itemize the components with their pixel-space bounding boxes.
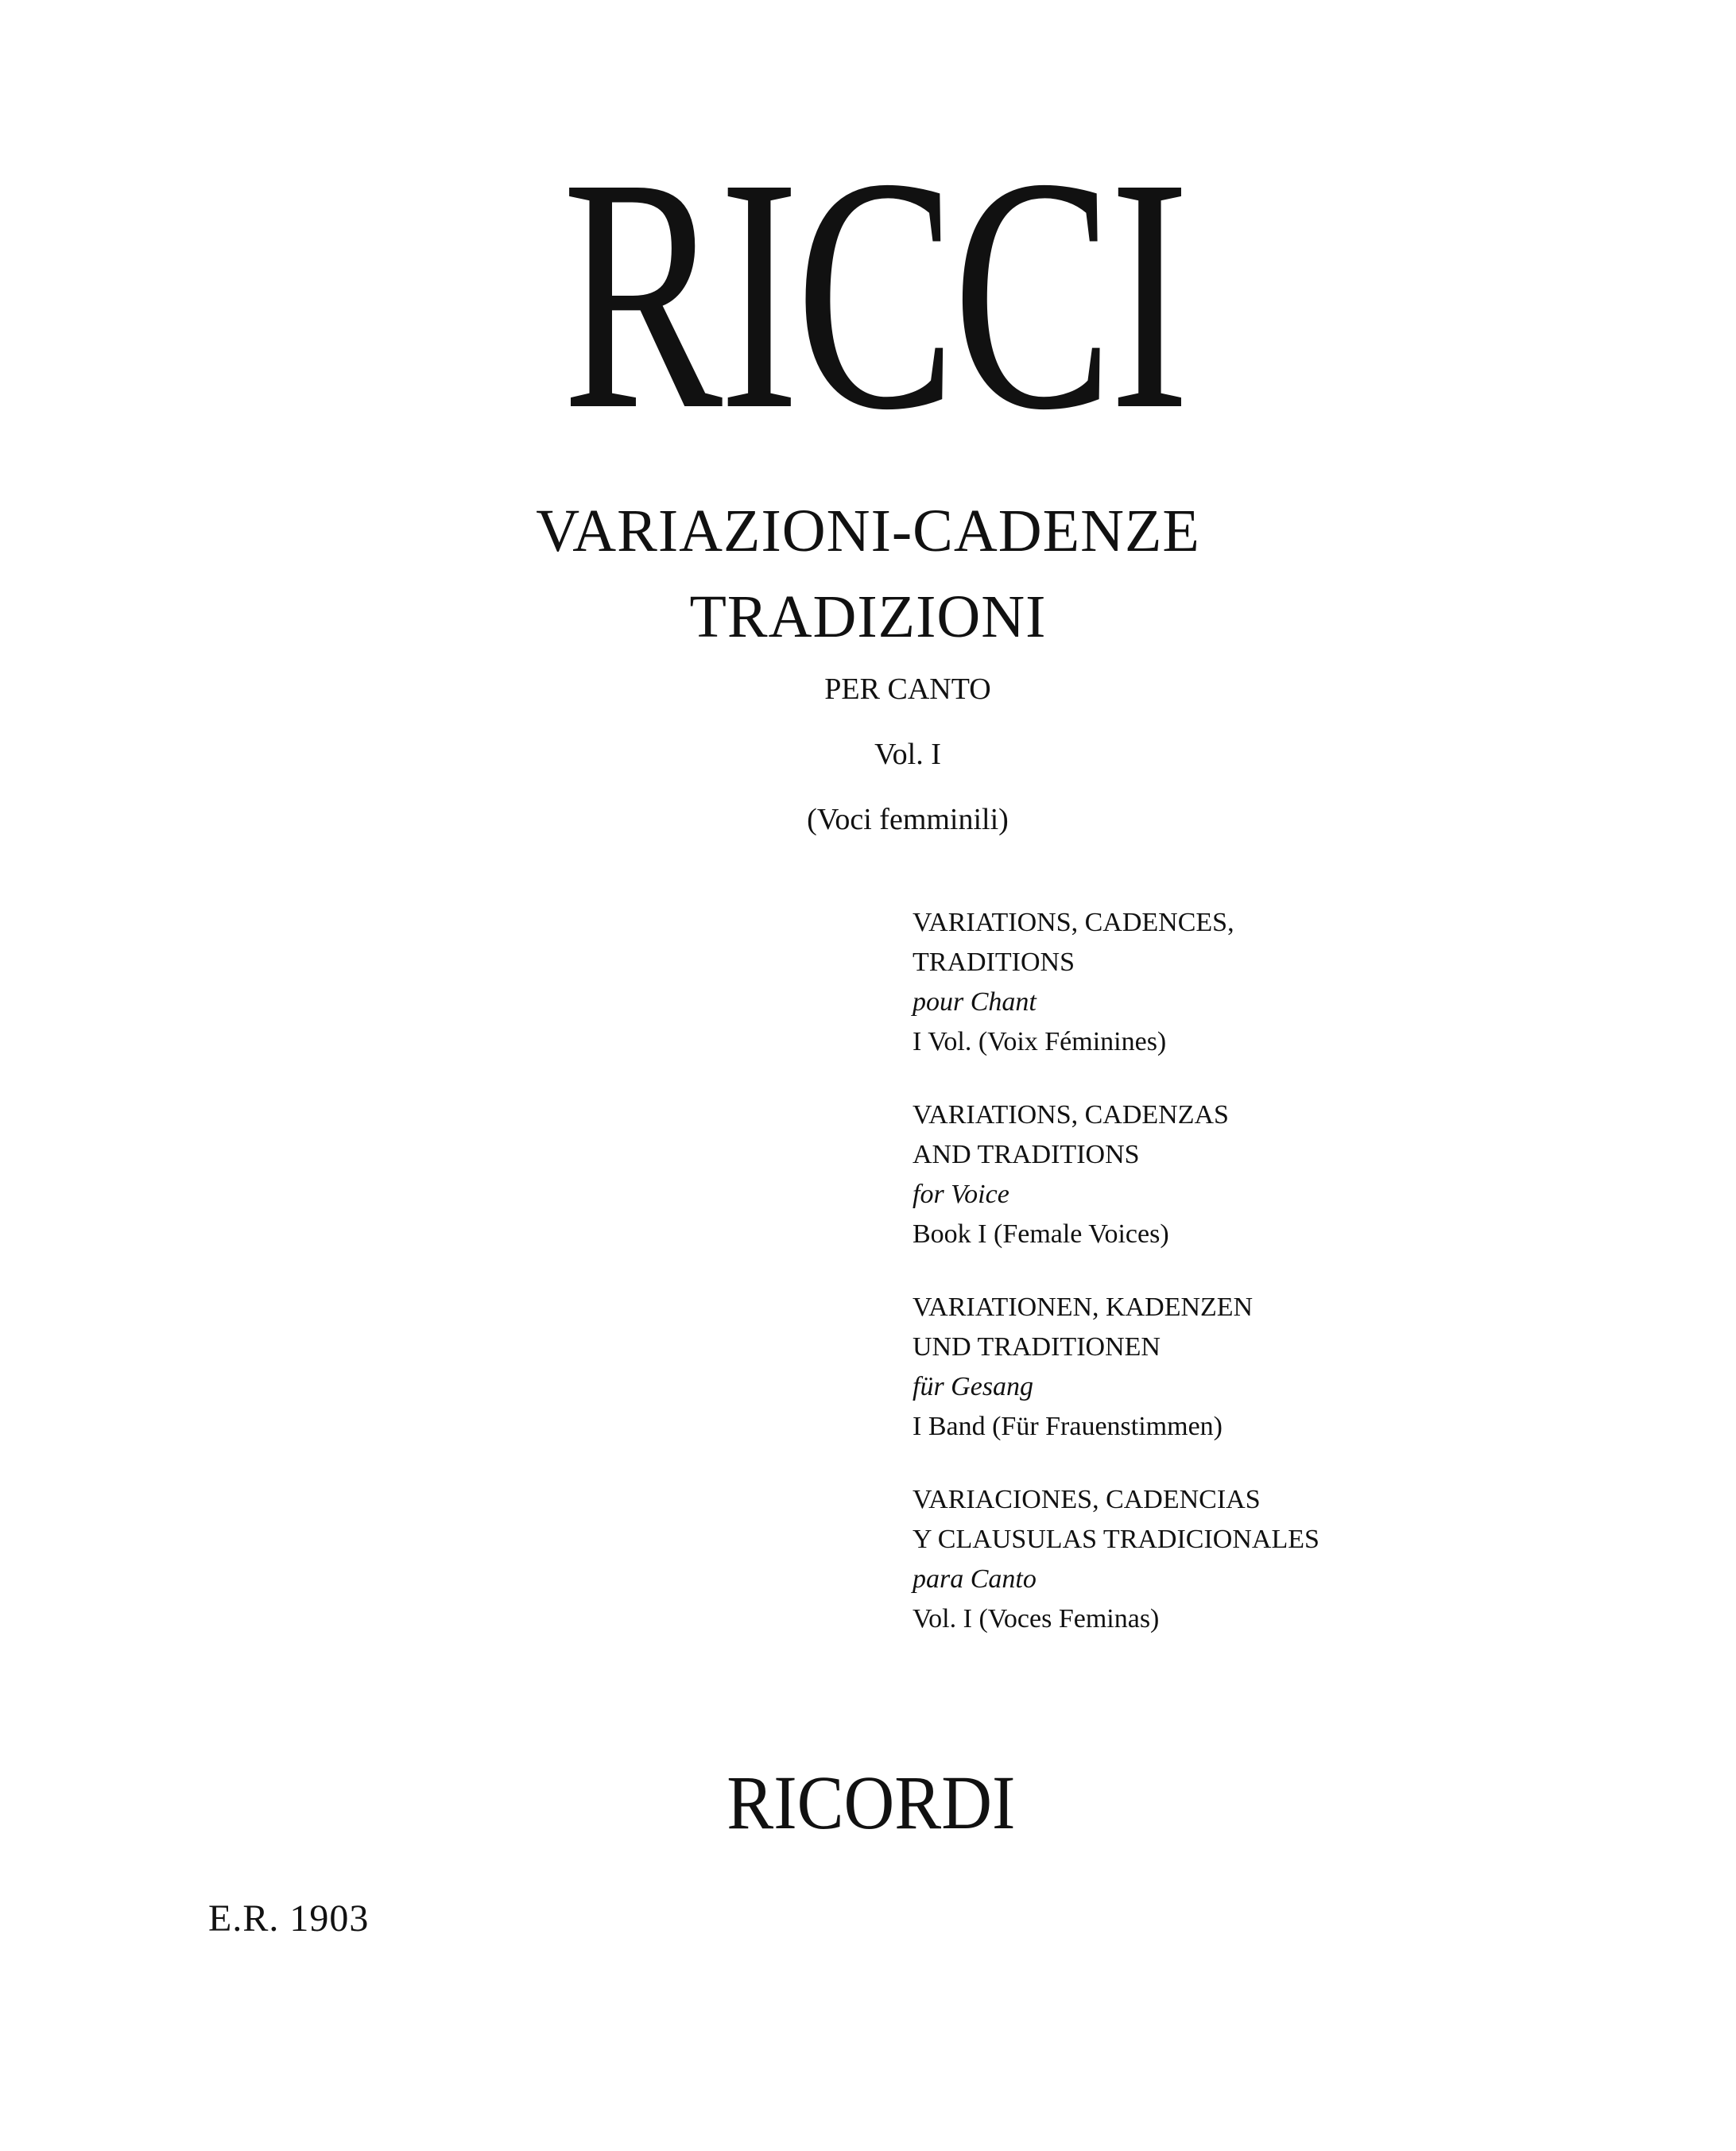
translation-title-2: TRADITIONS (913, 948, 1075, 977)
translation-volume: I Band (Für Frauenstimmen) (913, 1412, 1223, 1441)
translation-title-1: VARIATIONEN, KADENZEN (913, 1293, 1254, 1322)
translation-english (913, 1095, 1707, 1254)
translation-title-2: UND TRADITIONEN (913, 1332, 1161, 1362)
translations-list (913, 903, 1707, 1672)
translation-title-1: VARIATIONS, CADENCES, (913, 908, 1234, 937)
subtitle: PER CANTO (824, 672, 991, 706)
translation-volume: I Vol. (Voix Féminines) (913, 1027, 1167, 1056)
translation-instrument: for Voice (913, 1180, 1009, 1209)
translation-volume: Book I (Female Voices) (913, 1219, 1169, 1249)
composer-name: RICCI (562, 109, 1187, 479)
translation-spanish (913, 1480, 1707, 1639)
translation-title-1: VARIATIONS, CADENZAS (913, 1100, 1229, 1130)
voices-label: (Voci femminili) (807, 803, 1009, 836)
translation-instrument: para Canto (913, 1564, 1037, 1594)
translation-instrument: pour Chant (913, 987, 1037, 1017)
main-title-line-2: TRADIZIONI (689, 583, 1047, 650)
volume-label: Vol. I (874, 738, 941, 771)
translation-german (913, 1288, 1707, 1447)
edition-number: E.R. 1903 (208, 1897, 370, 1940)
translation-title-2: Y CLAUSULAS TRADICIONALES (913, 1525, 1319, 1554)
main-title-line-1: VARIAZIONI-CADENZE (536, 498, 1200, 564)
publisher-name: RICORDI (727, 1760, 1016, 1845)
translation-title-2: AND TRADITIONS (913, 1140, 1140, 1169)
translation-volume: Vol. I (Voces Feminas) (913, 1604, 1160, 1634)
translation-title-1: VARIACIONES, CADENCIAS (913, 1485, 1261, 1514)
translation-french (913, 903, 1707, 1062)
translation-instrument: für Gesang (913, 1372, 1034, 1401)
